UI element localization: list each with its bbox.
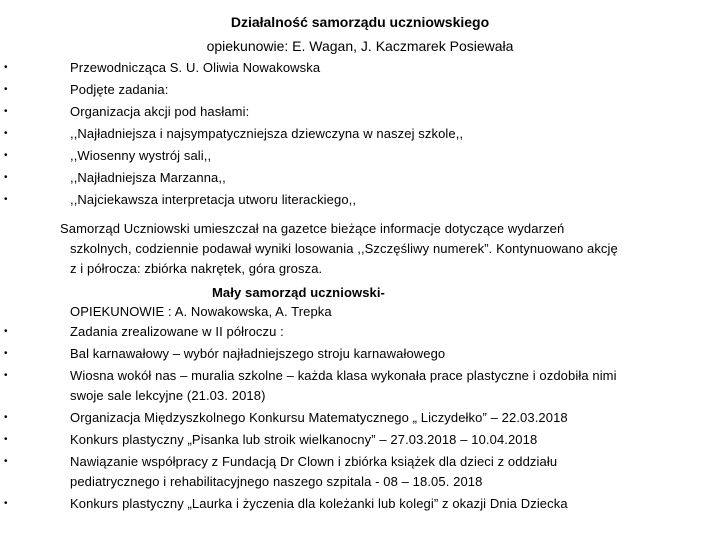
bullet-icon: • bbox=[4, 456, 8, 467]
list-item: Bal karnawałowy – wybór najładniejszego stroju karnawałowego bbox=[70, 346, 446, 361]
paragraph-line: z i półrocza: zbiórka nakrętek, góra grosza. bbox=[70, 261, 323, 276]
list-item: ,,Najładniejsza Marzanna,, bbox=[70, 170, 226, 185]
bullet-icon: • bbox=[4, 434, 8, 445]
list-item: swoje sale lekcyjne (21.03. 2018) bbox=[70, 388, 266, 403]
list-item: Konkurs plastyczny „Pisanka lub stroik wielkanocny” – 27.03.2018 – 10.04.2018 bbox=[70, 432, 538, 447]
bullet-icon: • bbox=[4, 348, 8, 359]
page-title: Działalność samorządu uczniowskiego bbox=[230, 14, 490, 30]
bullet-icon: • bbox=[4, 412, 8, 423]
list-item: Konkurs plastyczny „Laurka i życzenia dla koleżanki lub kolegi” z okazji Dnia Dziecka bbox=[70, 496, 568, 511]
caretakers-line: OPIEKUNOWIE : A. Nowakowska, A. Trepka bbox=[70, 304, 332, 319]
paragraph-line: szkolnych, codziennie podawał wyniki losowania ,,Szczęśliwy numerek”. Kontynuowano akcję bbox=[70, 241, 618, 256]
page-subtitle: opiekunowie: E. Wagan, J. Kaczmarek Posiewała bbox=[206, 38, 514, 54]
list-item: ,,Wiosenny wystrój sali,, bbox=[70, 148, 212, 163]
list-item: ,,Najładniejsza i najsympatyczniejsza dziewczyna w naszej szkole,, bbox=[70, 126, 464, 141]
bullet-icon: • bbox=[4, 194, 8, 205]
bullet-icon: • bbox=[4, 172, 8, 183]
bullet-icon: • bbox=[4, 62, 8, 73]
bullet-icon: • bbox=[4, 128, 8, 139]
bullet-icon: • bbox=[4, 370, 8, 381]
bullet-icon: • bbox=[4, 106, 8, 117]
bullet-icon: • bbox=[4, 326, 8, 337]
bullet-icon: • bbox=[4, 150, 8, 161]
list-item: Nawiązanie współpracy z Fundacją Dr Clown i zbiórka książek dla dzieci z oddziału bbox=[70, 454, 558, 469]
bullet-icon: • bbox=[4, 498, 8, 509]
paragraph-line: Samorząd Uczniowski umieszczał na gazetce bieżące informacje dotyczące wydarzeń bbox=[60, 221, 565, 236]
list-item: Organizacja akcji pod hasłami: bbox=[70, 104, 250, 119]
list-item: ,,Najciekawsza interpretacja utworu literackiego,, bbox=[70, 192, 357, 207]
list-item: Organizacja Międzyszkolnego Konkursu Matematycznego „ Liczydełko” – 22.03.2018 bbox=[70, 410, 568, 425]
list-item: Przewodnicząca S. U. Oliwia Nowakowska bbox=[70, 60, 321, 75]
list-item: Zadania zrealizowane w II półroczu : bbox=[70, 324, 284, 339]
bullet-icon: • bbox=[4, 84, 8, 95]
list-item: Wiosna wokół nas – muralia szkolne – każda klasa wykonała prace plastyczne i ozdobiła nimi bbox=[70, 368, 617, 383]
list-item: pediatrycznego i rehabilitacyjnego naszego szpitala - 08 – 18.05. 2018 bbox=[70, 474, 483, 489]
list-item: Podjęte zadania: bbox=[70, 82, 169, 97]
section-title: Mały samorząd uczniowski- bbox=[212, 285, 385, 300]
